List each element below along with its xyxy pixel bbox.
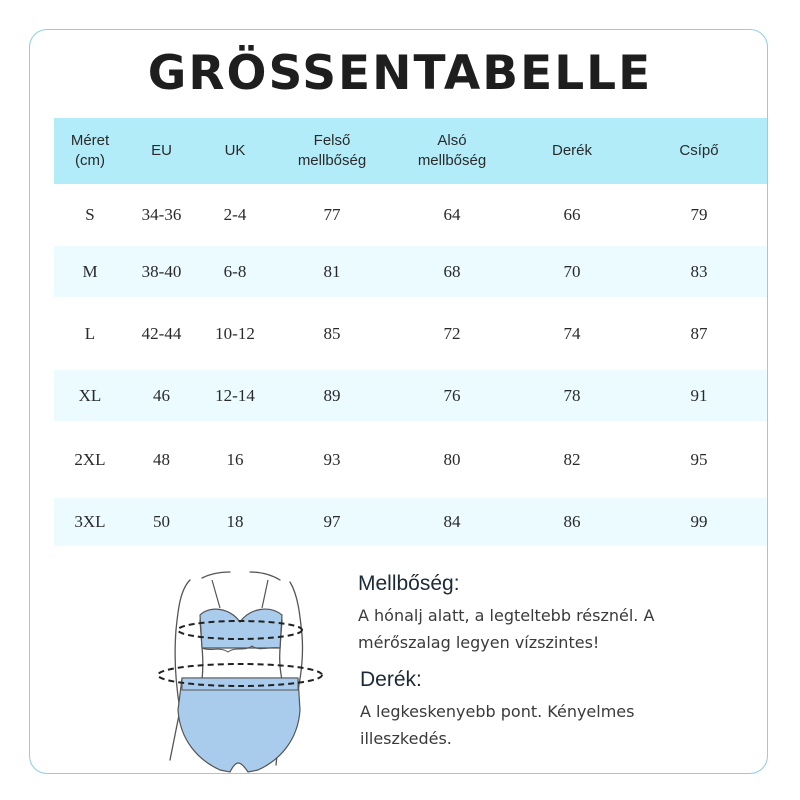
table-cell: 2-4 bbox=[223, 205, 247, 224]
table-cell: 50 bbox=[126, 498, 197, 546]
table-cell: 77 bbox=[323, 205, 341, 224]
table-cell: 70 bbox=[513, 246, 631, 297]
header-waist: Derék bbox=[513, 118, 631, 184]
table-cell: M bbox=[54, 246, 126, 297]
bra-straps bbox=[212, 580, 268, 608]
table-cell: 10-12 bbox=[215, 323, 255, 343]
table-row bbox=[54, 421, 767, 498]
table-cell: 80 bbox=[443, 449, 461, 469]
bust-note bbox=[358, 572, 654, 656]
briefs-shape bbox=[178, 678, 300, 772]
header-upper-bust: Felső mellbőség bbox=[273, 118, 391, 184]
table-cell: 78 bbox=[513, 370, 631, 421]
table-cell: 99 bbox=[631, 498, 767, 546]
table-cell: 2XL bbox=[74, 449, 106, 469]
table-cell: XL bbox=[54, 370, 126, 421]
table-cell: 83 bbox=[631, 246, 767, 297]
table-cell: 81 bbox=[273, 246, 391, 297]
bust-note-heading: Mellbőség: bbox=[358, 572, 460, 595]
table-header-row bbox=[54, 118, 767, 184]
table-cell: L bbox=[84, 323, 96, 343]
table-cell: 6-8 bbox=[197, 246, 273, 297]
table-cell: 48 bbox=[153, 449, 170, 469]
waist-note bbox=[360, 668, 634, 752]
header-eu: EU bbox=[126, 118, 197, 184]
table-cell: 12-14 bbox=[197, 370, 273, 421]
table-cell: 91 bbox=[631, 370, 767, 421]
table-cell: 18 bbox=[197, 498, 273, 546]
header-under-bust: Alsó mellbőség bbox=[391, 118, 513, 184]
table-cell: 46 bbox=[126, 370, 197, 421]
body-measurement-illustration bbox=[140, 560, 340, 780]
table-cell: 68 bbox=[391, 246, 513, 297]
table-cell: 72 bbox=[443, 323, 461, 343]
table-cell: S bbox=[85, 205, 95, 224]
table-cell: 93 bbox=[323, 449, 341, 469]
table-row bbox=[54, 246, 767, 297]
table-cell: 79 bbox=[690, 205, 708, 224]
table-cell: 89 bbox=[273, 370, 391, 421]
page-title: GRÖSSENTABELLE bbox=[147, 46, 653, 101]
table-row bbox=[54, 498, 767, 546]
table-row bbox=[54, 370, 767, 421]
waist-note-heading: Derék: bbox=[360, 668, 422, 691]
header-hip: Csípő bbox=[631, 118, 767, 184]
table-row bbox=[54, 297, 767, 370]
table-cell: 42-44 bbox=[141, 323, 182, 343]
header-size: Méret (cm) bbox=[54, 118, 126, 184]
size-table bbox=[54, 118, 767, 546]
bust-note-text: A hónalj alatt, a legteltebb résznél. A mérőszalag legyen vízszintes! bbox=[358, 606, 655, 652]
table-cell: 86 bbox=[513, 498, 631, 546]
table-cell: 76 bbox=[391, 370, 513, 421]
table-cell: 82 bbox=[563, 449, 581, 469]
table-cell: 74 bbox=[563, 323, 581, 343]
table-cell: 84 bbox=[391, 498, 513, 546]
table-cell: 95 bbox=[690, 449, 708, 469]
table-row bbox=[54, 184, 767, 246]
waist-note-text: A legkeskenyebb pont. Kényelmes illeszkedés. bbox=[360, 702, 635, 748]
table-cell: 38-40 bbox=[126, 246, 197, 297]
table-cell: 66 bbox=[563, 205, 581, 224]
table-cell: 64 bbox=[443, 205, 461, 224]
table-cell: 85 bbox=[323, 323, 341, 343]
table-cell: 16 bbox=[226, 449, 244, 469]
table-cell: 3XL bbox=[54, 498, 126, 546]
table-cell: 97 bbox=[273, 498, 391, 546]
header-uk: UK bbox=[197, 118, 273, 184]
table-cell: 87 bbox=[690, 323, 708, 343]
table-cell: 34-36 bbox=[141, 205, 182, 224]
bra-shape bbox=[200, 609, 282, 648]
